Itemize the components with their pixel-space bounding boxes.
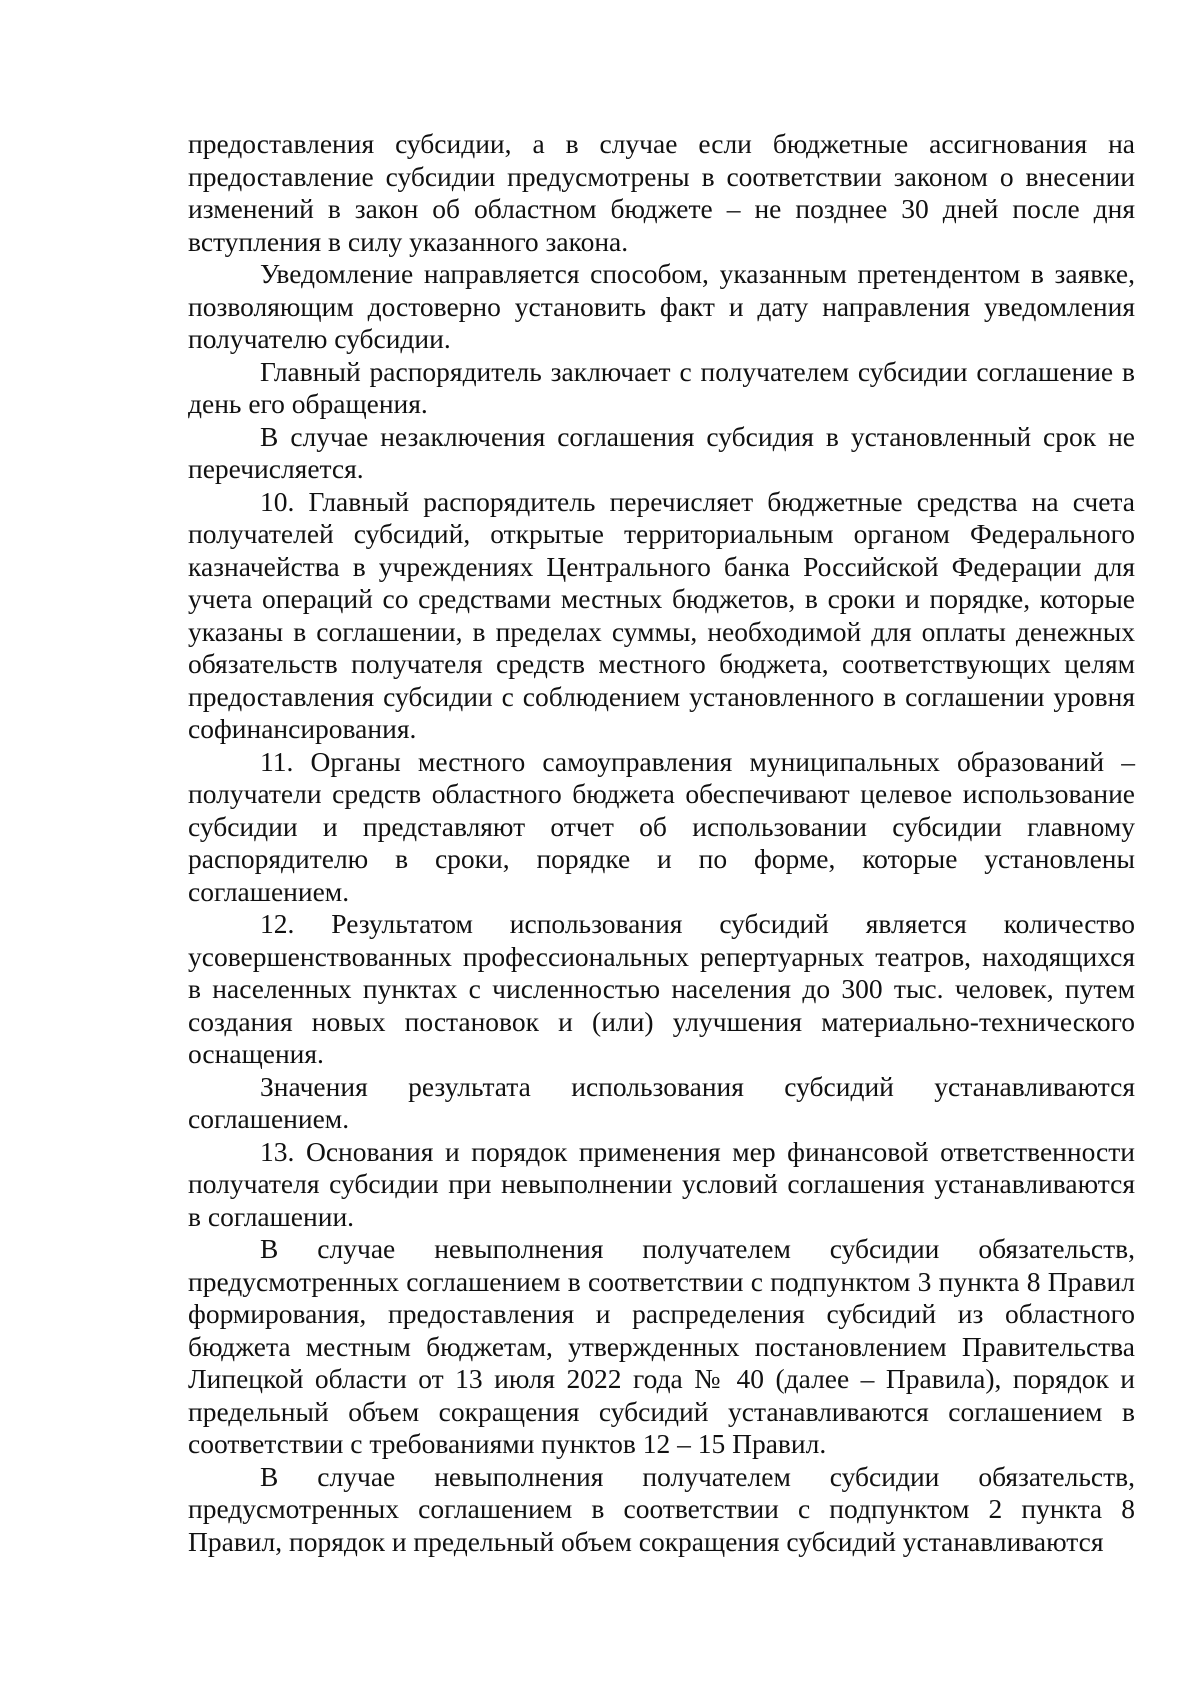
paragraph-agreement-conclusion: Главный распорядитель заключает с получателем субсидии соглашение в день его обращения. <box>188 355 1135 419</box>
paragraph-subpoint-2: В случае невыполнения получателем субсидии обязательств, предусмотренных соглашением в соответствии с подпунктом 2 пункта 8 Правил, порядок и предельный объем сокращения субсидий устанавливаются <box>188 1460 1135 1557</box>
paragraph-item-12: 12. Результатом использования субсидий является количество усовершенствованных профессиональных репертуарных театров, находящихся в населенных пунктах с численностью населения до 300 тыс. человек, путем создания новых постановок и (или) улучшения материально-технического оснащения. <box>188 908 1135 1069</box>
paragraph-item-11: 11. Органы местного самоуправления муниципальных образований – получатели средств областного бюджета обеспечивают целевое использование субсидии и представляют отчет об использовании субсидии главному распорядителю в сроки, порядке и по форме, которые установлены соглашением. <box>188 745 1135 907</box>
paragraph-item-10: 10. Главный распорядитель перечисляет бюджетные средства на счета получателей субсидий, открытые территориальным органом Федерального казначейства в учреждениях Центрального банка Российской Федерации для учета операций со средствами местных бюджетов, в сроки и порядке, которые указаны в соглашении, в пределах суммы, необходимой для оплаты денежных обязательств получателя средств местного бюджета, соответствующих целям предоставления субсидии с соблюдением установленного в соглашении уровня софинансирования. <box>188 485 1135 744</box>
paragraph-non-conclusion: В случае незаключения соглашения субсидия в установленный срок не перечисляется. <box>188 420 1135 484</box>
paragraph-subpoint-3: В случае невыполнения получателем субсидии обязательств, предусмотренных соглашением в соответствии с подпунктом 3 пункта 8 Правил формирования, предоставления и распределения субсидий из областного бюджета местным бюджетам, утвержденных постановлением Правительства Липецкой области от 13 июля 2022 года № 40 (далее – Правила), порядок и предельный объем сокращения субсидий устанавливаются соглашением в соответствии с требованиями пунктов 12 – 15 Правил. <box>188 1233 1135 1459</box>
document-body <box>188 128 1135 1558</box>
paragraph-continuation: предоставления субсидии, а в случае если бюджетные ассигнования на предоставление субсидии предусмотрены в соответствии законом о внесении изменений в закон об областном бюджете – не позднее 30 дней после дня вступления в силу указанного закона. <box>188 128 1135 257</box>
paragraph-notification-method: Уведомление направляется способом, указанным претендентом в заявке, позволяющим достоверно установить факт и дату направления уведомления получателю субсидии. <box>188 258 1135 354</box>
paragraph-item-13: 13. Основания и порядок применения мер финансовой ответственности получателя субсидии при невыполнении условий соглашения устанавливаются в соглашении. <box>188 1135 1135 1232</box>
paragraph-result-values: Значения результата использования субсидий устанавливаются соглашением. <box>188 1070 1135 1134</box>
